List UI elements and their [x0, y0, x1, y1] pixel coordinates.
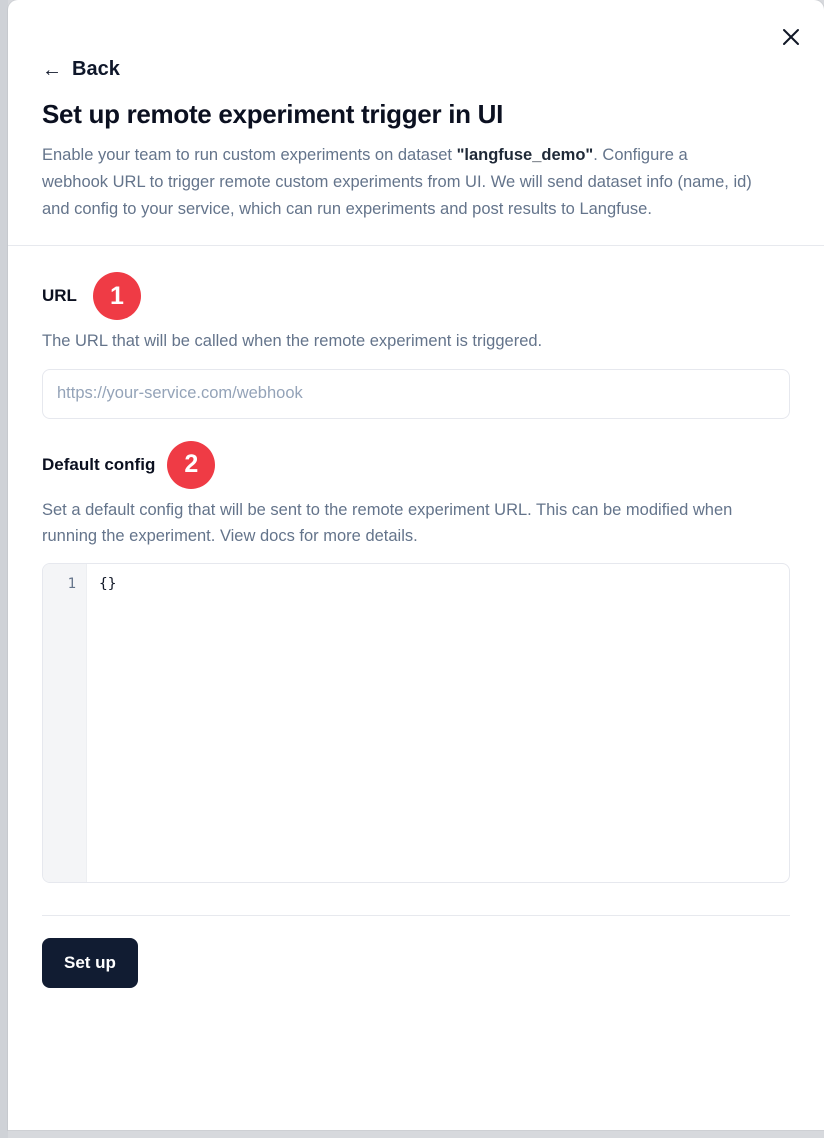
dialog-header [8, 0, 824, 245]
dialog-footer [8, 893, 824, 988]
step-badge-1: 1 [93, 272, 141, 320]
footer-divider [42, 915, 790, 916]
dialog-body [8, 246, 824, 893]
url-label: URL [42, 286, 77, 306]
arrow-left-icon: ← [42, 58, 62, 81]
default-config-label-row [42, 441, 790, 489]
back-button-label: Back [72, 58, 120, 80]
set-up-button[interactable]: Set up [42, 938, 138, 988]
description-part-1: Enable your team to run custom experiments on dataset [42, 146, 457, 164]
back-button[interactable] [42, 58, 120, 81]
url-help-text: The URL that will be called when the remote experiment is triggered. [42, 332, 543, 351]
description-part-2: . Configure a webhook URL to trigger remote custom experiments from UI. We will send dataset info (name, id) and config to your service, which can run experiments and post results to Langfuse. [42, 146, 752, 219]
default-config-label: Default config [42, 454, 156, 474]
url-label-row [42, 272, 790, 320]
default-config-help-text: Set a default config that will be sent to the remote experiment URL. This can be modified when running the experiment. View docs for more details. [42, 500, 733, 545]
editor-line-number: 1 [67, 576, 76, 593]
close-icon[interactable] [776, 22, 806, 52]
dialog-description [42, 142, 757, 223]
remote-experiment-dialog [8, 0, 824, 1130]
step-badge-2: 2 [167, 441, 215, 489]
editor-gutter [43, 564, 87, 882]
default-config-code-input[interactable]: {} [99, 576, 117, 593]
url-input[interactable] [42, 369, 790, 419]
page-background-stripe [0, 0, 8, 1138]
dataset-name: "langfuse_demo" [456, 146, 594, 164]
default-config-editor[interactable] [42, 563, 790, 883]
page-title: Set up remote experiment trigger in UI [42, 99, 504, 129]
